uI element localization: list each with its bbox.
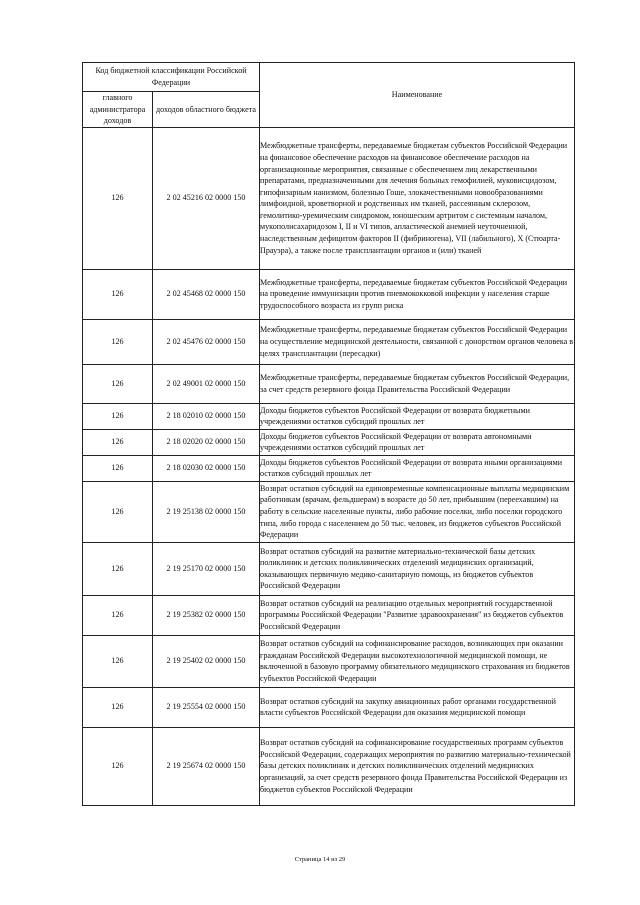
name-cell: Доходы бюджетов субъектов Российской Федерации от возврата бюджетными учреждениями остатков субсидий прошлых лет <box>260 403 575 429</box>
table-row <box>83 319 575 364</box>
table-row <box>83 595 575 635</box>
admin-code-cell: 126 <box>83 127 153 269</box>
admin-code-cell: 126 <box>83 364 153 403</box>
admin-code-cell: 126 <box>83 727 153 805</box>
name-cell: Возврат остатков субсидий на софинансирование расходов, возникающих при оказании гражданам Российской Федерации высокотехнологичной медицинской помощи, не включенной в базовую программу обязательного медицинского страхования из бюджетов субъектов Российской Федерации <box>260 635 575 687</box>
income-code-cell: 2 18 02020 02 0000 150 <box>153 429 260 455</box>
table-row <box>83 429 575 455</box>
income-code-cell: 2 19 25170 02 0000 150 <box>153 542 260 595</box>
admin-code-cell: 126 <box>83 687 153 727</box>
income-code-cell: 2 02 45468 02 0000 150 <box>153 269 260 319</box>
income-code-cell: 2 02 49001 02 0000 150 <box>153 364 260 403</box>
name-cell: Межбюджетные трансферты, передаваемые бюджетам субъектов Российской Федерации на проведение иммунизации против пневмококковой инфекции у населения старше трудоспособного возраста из групп риска <box>260 269 575 319</box>
name-cell: Межбюджетные трансферты, передаваемые бюджетам субъектов Российской Федерации, за счет средств резервного фонда Правительства Российской Федерации <box>260 364 575 403</box>
header-group-title: Код бюджетной классификации Российской Федерации <box>83 63 260 92</box>
header-admin: главного администратора доходов <box>83 92 153 128</box>
income-code-cell: 2 02 45476 02 0000 150 <box>153 319 260 364</box>
table-row <box>83 635 575 687</box>
income-code-cell: 2 18 02030 02 0000 150 <box>153 455 260 481</box>
income-code-cell: 2 18 02010 02 0000 150 <box>153 403 260 429</box>
table-row <box>83 364 575 403</box>
table-row <box>83 455 575 481</box>
table-row <box>83 687 575 727</box>
income-code-cell: 2 02 45216 02 0000 150 <box>153 127 260 269</box>
admin-code-cell: 126 <box>83 635 153 687</box>
table-row <box>83 727 575 805</box>
income-code-cell: 2 19 25138 02 0000 150 <box>153 481 260 542</box>
page-number: Страница 14 из 29 <box>294 856 346 863</box>
admin-code-cell: 126 <box>83 429 153 455</box>
table-row <box>83 542 575 595</box>
admin-code-cell: 126 <box>83 455 153 481</box>
name-cell: Доходы бюджетов субъектов Российской Федерации от возврата автономными учреждениями остатков субсидий прошлых лет <box>260 429 575 455</box>
header-income: доходов областного бюджета <box>153 92 260 128</box>
table-row <box>83 481 575 542</box>
name-cell: Возврат остатков субсидий на единовременные компенсационные выплаты медицинским работникам (врачам, фельдшерам) в возрасте до 50 лет, прибывшим (переехавшим) на работу в сельские населенные пункты, либо рабочие поселки, либо поселки городского типа, либо города с населением до 50 тыс. человек, из бюджетов субъектов Российской Федерации <box>260 481 575 542</box>
name-cell: Доходы бюджетов субъектов Российской Федерации от возврата иными организациями остатков субсидий прошлых лет <box>260 455 575 481</box>
name-cell: Возврат остатков субсидий на развитие материально-технической базы детских поликлиник и детских поликлинических отделений медицинских организаций, оказывающих первичную медико-санитарную помощь, из бюджетов субъектов Российской Федерации <box>260 542 575 595</box>
admin-code-cell: 126 <box>83 542 153 595</box>
table-row <box>83 403 575 429</box>
income-code-cell: 2 19 25674 02 0000 150 <box>153 727 260 805</box>
name-cell: Возврат остатков субсидий на реализацию отдельных мероприятий государственной программы Российской Федерации "Развитие здравоохранения" из бюджетов субъектов Российской Федерации <box>260 595 575 635</box>
name-cell: Возврат остатков субсидий на закупку авиационных работ органами государственной власти субъектов Российской Федерации для оказания медицинской помощи <box>260 687 575 727</box>
name-cell: Межбюджетные трансферты, передаваемые бюджетам субъектов Российской Федерации на финансовое обеспечение расходов на финансовое обеспечение расходов на организационные мероприятия, связанные с обеспечением лиц лекарственными препаратами, предназначенными для лечения больных гемофилией, муковисцидозом, гипофизарным нанизмом, болезнью Гоше, злокачественными новообразованиями лимфоидной, кроветворной и родственных им тканей, рассеянным склерозом, гемолитико-уремическим синдромом, юношеским артритом с системным началом, мукополисахаридозом I, II и VI типов, апластической анемией неуточненной, наследственным дефицитом факторов II (фибриногена), VII (лабильного), X (Стюарта-Прауэра), а также после трансплантации органов и (или) тканей <box>260 127 575 269</box>
name-cell: Межбюджетные трансферты, передаваемые бюджетам субъектов Российской Федерации на осуществление медицинской деятельности, связанной с донорством органов человека в целях трансплантации (пересадки) <box>260 319 575 364</box>
budget-classification-table <box>82 62 575 806</box>
income-code-cell: 2 19 25402 02 0000 150 <box>153 635 260 687</box>
admin-code-cell: 126 <box>83 481 153 542</box>
name-cell: Возврат остатков субсидий на софинансирование государственных программ субъектов Российской Федерации, содержащих мероприятия по развитию материально-технической базы детских поликлиник и детских поликлинических отделений медицинских организаций, за счет средств резервного фонда Правительства Российской Федерации из бюджетов субъектов Российской Федерации <box>260 727 575 805</box>
header-name: Наименование <box>260 63 575 128</box>
admin-code-cell: 126 <box>83 269 153 319</box>
admin-code-cell: 126 <box>83 403 153 429</box>
income-code-cell: 2 19 25554 02 0000 150 <box>153 687 260 727</box>
income-code-cell: 2 19 25382 02 0000 150 <box>153 595 260 635</box>
table-row <box>83 269 575 319</box>
admin-code-cell: 126 <box>83 319 153 364</box>
admin-code-cell: 126 <box>83 595 153 635</box>
table-row <box>83 127 575 269</box>
